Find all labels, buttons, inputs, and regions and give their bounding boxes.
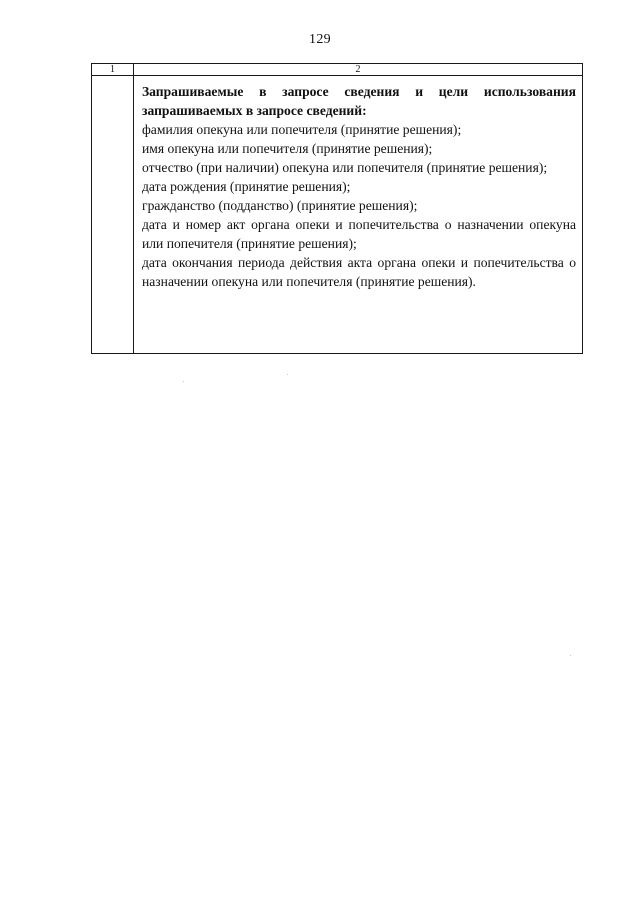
list-item: фамилия опекуна или попечителя (принятие решения);	[142, 122, 462, 137]
list-item: дата и номер акт органа опеки и попечительства о назначении опекуна или попечителя (принятие решения);	[142, 217, 576, 251]
content-cell	[134, 76, 583, 354]
scan-speck	[183, 381, 184, 382]
column-header-2: 2	[134, 64, 583, 76]
list-item: отчество (при наличии) опекуна или попечителя (принятие решения);	[142, 160, 548, 175]
table-row	[92, 76, 583, 354]
document-table	[91, 63, 583, 354]
column-header-1: 1	[92, 64, 134, 76]
empty-cell	[92, 76, 134, 354]
list-item: имя опекуна или попечителя (принятие решения);	[142, 141, 433, 156]
scan-speck	[287, 374, 288, 375]
table-header-row	[92, 64, 583, 76]
page-number: 129	[309, 32, 331, 47]
list-item: дата окончания периода действия акта органа опеки и попечительства о назначении опекуна или попечителя (принятие решения).	[142, 255, 576, 289]
list-item: гражданство (подданство) (принятие решения);	[142, 198, 418, 213]
scan-speck	[570, 655, 571, 656]
section-heading: Запрашиваемые в запросе сведения и цели использования запрашиваемых в запросе сведений:	[142, 84, 576, 118]
list-item: дата рождения (принятие решения);	[142, 179, 351, 194]
